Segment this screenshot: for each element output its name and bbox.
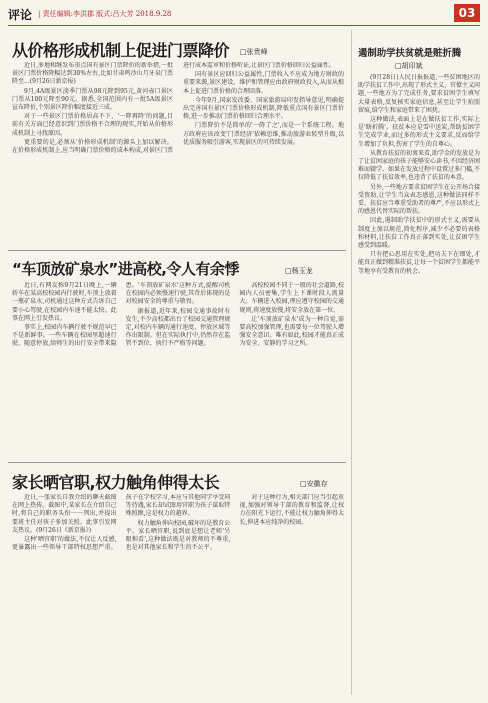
article3-paragraph: 对于这种行为,相关部门应当引起重视,加强对领导干部的教育和监督,让权力在阳光下运行,不能让权力触角伸得太长,伸进本应纯净的校园。 bbox=[239, 494, 344, 526]
article3-paragraph: 权力触角伸向校园,破坏的是教育公平。家长晒官职,说到底是想让老师'另眼相看',这种做法既是对教师的不尊重,也是对其他家长和学生的不公平。 bbox=[125, 519, 231, 552]
article2-paragraph: 事实上,校园内车辆行驶不规范早已不是新鲜事。一些车辆在校园里超速行驶、随意停放,给师生的出行安全带来隐患。'车顶放矿泉水'这种方式,提醒司机在校园内必须慢速行驶,其背后体现的是对校园安全的尊重与敬畏。 bbox=[12, 282, 231, 348]
article1-paragraph: 9月,4A级景区淡季门票从98元降到95元,黄河壶口景区门票从100元降至90元。据悉,全国范围内有一批5A级景区宣布降价,个别景区降价幅度接近三成。 bbox=[12, 87, 173, 112]
article2-byline: □杨玉龙 bbox=[285, 267, 313, 275]
article3-paragraph: 这种'晒官职'的做法,不仅让人反感,更暴露出一些领导干部特权思想严重。孩子在学校学习,本应与其他同学享受同等待遇,家长却试图用官职为孩子谋取特殊照顾,这是权力的越界。 bbox=[12, 494, 231, 552]
article1-paragraph: 门票降价不是简单的'一降了之',而是一个系统工程。地方政府应该改变'门票经济'依赖思维,推动旅游业转型升级,以优质服务吸引游客,实现景区的可持续发展。 bbox=[183, 122, 344, 146]
article3-byline: □安徽存 bbox=[300, 480, 328, 488]
page-header bbox=[0, 0, 488, 26]
side-body bbox=[358, 74, 480, 694]
section-name: 评论 bbox=[8, 8, 33, 22]
page-number: 03 bbox=[454, 4, 480, 22]
article1-paragraph: 国有景区应回归公益属性,门票收入不应成为地方财政的重要来源,景区建设、维护和管理应由政府财政投入,从而从根本上促进门票价格的合理回落。 bbox=[183, 71, 344, 95]
article1-paragraph: 对于一些景区门票价格居高不下、'一降再降'的问题,目前有关方面已经意识到门票价格不合理的现实,开始从价格形成机制上寻找原因。 bbox=[12, 113, 173, 137]
side-paragraph: 另外,一些地方要求贫困学生在公开场合接受资助,让学生当众表态感恩,这种做法同样不妥。扶贫应当尊重受助者的尊严,不应以形式上的感恩代替实际的帮扶。 bbox=[358, 183, 480, 216]
article2-title: “车顶放矿泉水”进高校,令人有余悸 bbox=[12, 260, 239, 278]
article2-body bbox=[12, 282, 344, 454]
article3-title: 家长晒官职,权力触角伸得太长 bbox=[12, 473, 220, 492]
article-divider bbox=[8, 462, 346, 463]
side-title: 遏制助学扶贫就是赃折腾 bbox=[358, 48, 462, 59]
side-paragraph: (9月28日)人民日报报道,一些贫困地区的助学扶贫工作中,出现了形式主义、官僚主义问题,一些地方为了完成任务,要求贫困学生填写大量表格,反复核实家庭信息,甚至让学生拍照留痕,给学生和家庭带来了困扰。 bbox=[358, 74, 480, 114]
side-paragraph: 从教育扶贫的初衷来看,助学金的发放是为了让贫困家庭的孩子能够安心读书,不因经济困难而辍学。如果在发放过程中设置过多门槛,不仅降低了扶贫效率,也违背了扶贫的本意。 bbox=[358, 149, 480, 182]
side-paragraph: 只有把心思用在实处,把功夫下在细处,才能真正做到精准扶贫,让每一个贫困学生都能平等地享有受教育的机会。 bbox=[358, 251, 480, 275]
editor-info: | 责任编辑:李洪郡 版式:吕大芳 2018.9.28 bbox=[38, 10, 172, 18]
article3-body bbox=[12, 494, 344, 694]
side-paragraph: 这种做法,表面上是在做扶贫工作,实际上是'瞎折腾'。扶贫本应是雪中送炭,帮助贫困学生完成学业,而过多的形式主义要求,反而给学生增加了负担,伤害了学生的自尊心。 bbox=[358, 116, 480, 148]
article1-title: 从价格形成机制上促进门票降价 bbox=[12, 41, 230, 60]
column-divider bbox=[351, 30, 352, 695]
article2-paragraph: 让'车顶放矿泉水'成为一种自觉,需要高校加强管理,也需要每一位驾驶人增强安全意识。唯有如此,校园才能真正成为安全、安静的学习之所。 bbox=[239, 315, 344, 348]
article1-body bbox=[12, 62, 344, 242]
article-divider bbox=[8, 250, 346, 251]
article2-paragraph: 高校校园不同于一般的社会道路,校园内人员密集,学生上下课时段人流量大。车辆进入校园,理应遵守校园的交通规则,将速度放慢,将安全放在第一位。 bbox=[239, 282, 344, 314]
article1-paragraph: 近日,多地相继发布重点国有景区门票降价的新举措,一批景区门票价格降幅达到30%左右,比如甘肃鸣沙山月牙泉门票降至...(9月26日新京报) bbox=[12, 62, 173, 86]
article2-paragraph: 据报道,近年来,校园交通事故时有发生,不少高校都出台了校园交通管理规定,对校内车辆的通行速度、停放区域等作出限制。但在实际执行中,仍然存在监管不到位、执行不严格等问题。 bbox=[125, 307, 231, 348]
side-paragraph: 因此,遏制助学扶贫中的形式主义,需要从制度上加以规范,简化程序,减少不必要的表格和材料,让扶贫工作真正落到实处,让贫困学生感受到温暖。 bbox=[358, 217, 480, 250]
side-byline: □胡印斌 bbox=[395, 62, 423, 70]
article2-paragraph: 近日,有网友称9月21日晚上,一辆轿车在某高校校园内行驶时,车顶上放着一瓶矿泉水,司机通过这种方式告诉自己要小心驾驶,在校园内车速不能太快。此事在网上引发热议。 bbox=[12, 282, 117, 322]
article1-paragraph: 更重要的是,必须从'价格形成机制'的源头上加以解决。在价格形成机制上,应当明确门票价格的成本构成,对景区门票进行成本监审和价格听证,让景区门票价格回归公益属性。 bbox=[12, 62, 335, 155]
article3-paragraph: 近日,一张家长自我介绍的聊天截图在网上热传。截图中,某家长在介绍自己时,将自己的职务头衔一一列出,并提出要班主任对孩子多加关照。此事引发网友热议。(9月26日《新京报》) bbox=[12, 494, 117, 534]
article1-byline: □张贵峰 bbox=[240, 48, 268, 56]
article1-paragraph: 今年9月,国家发改委、国家旅游局印发指导意见,明确提出完善国有景区门票价格形成机制,降低重点国有景区门票价格,进一步推动门票价格回归合理水平。 bbox=[183, 96, 344, 121]
header-rule bbox=[8, 25, 480, 26]
